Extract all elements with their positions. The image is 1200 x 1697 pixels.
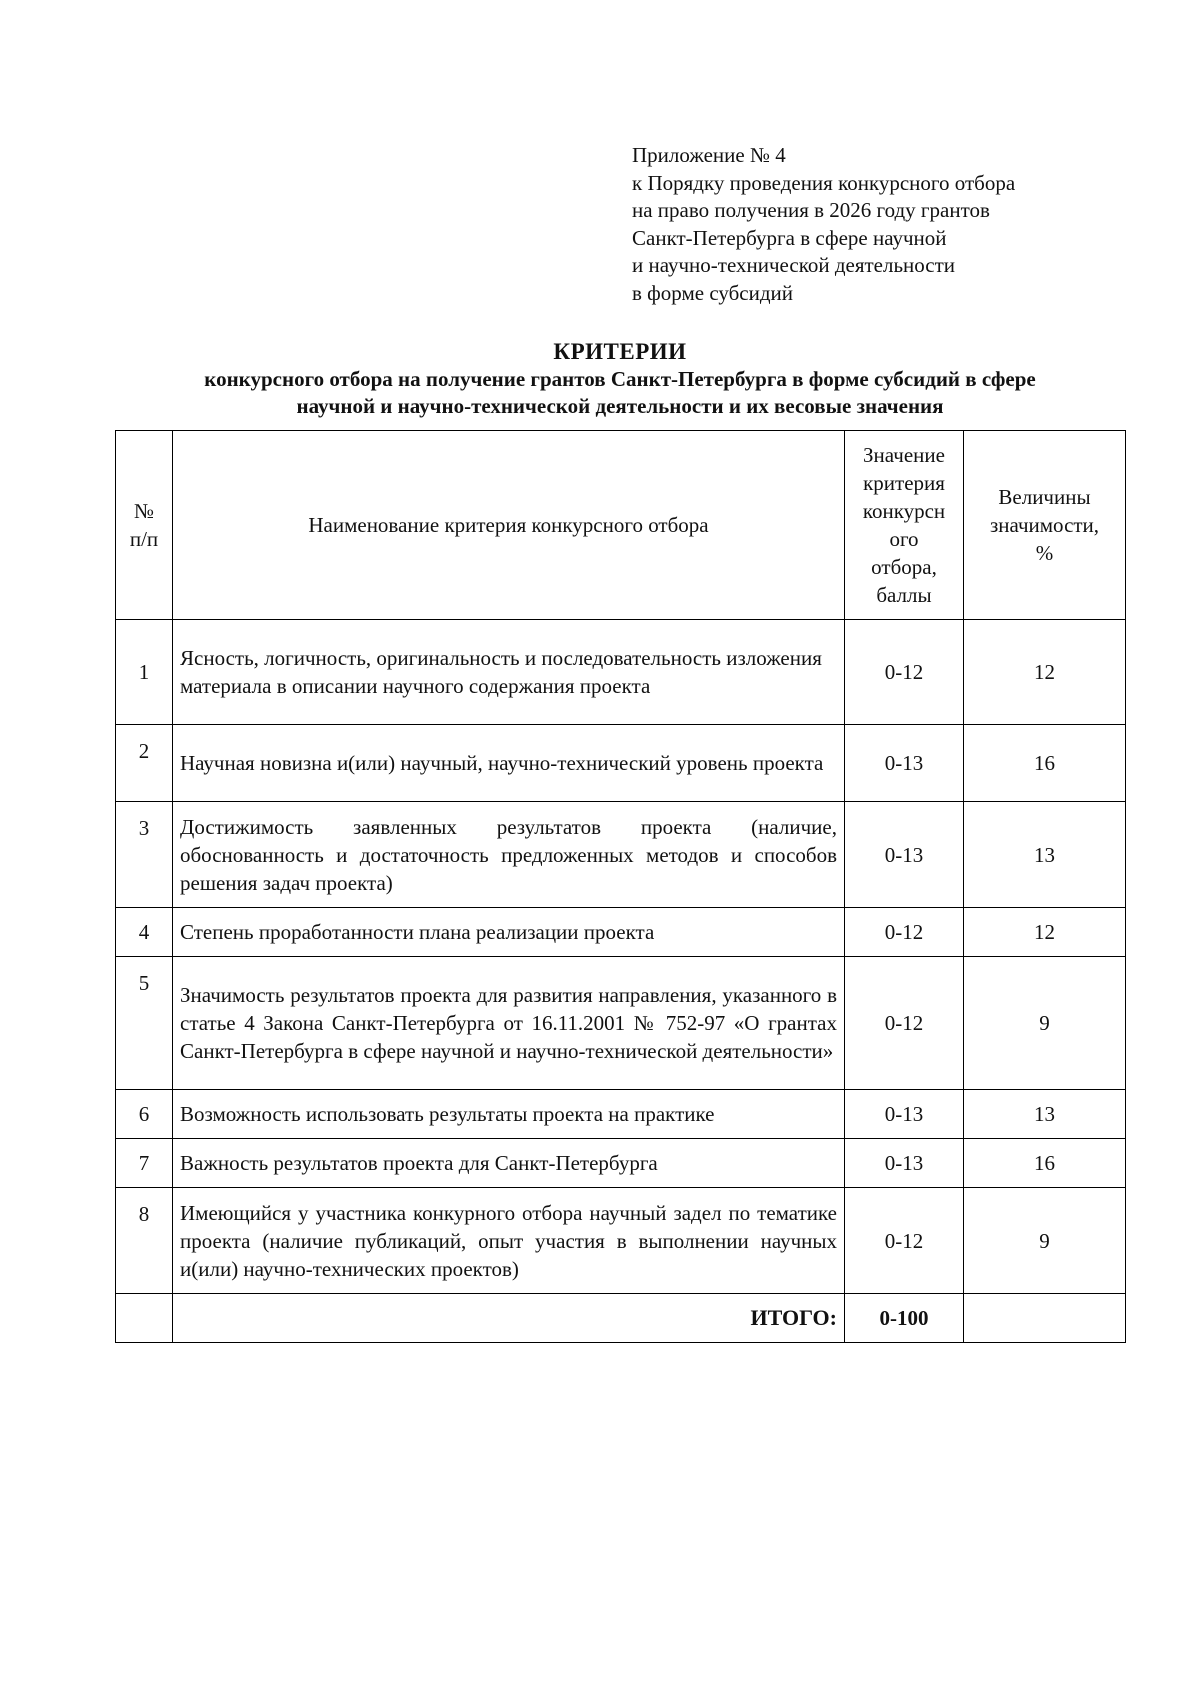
row-weight: 16 bbox=[964, 725, 1126, 802]
appendix-line: к Порядку проведения конкурсного отбора bbox=[632, 170, 1016, 195]
row-criterion: Важность результатов проекта для Санкт-Петербурга bbox=[173, 1139, 845, 1188]
row-weight: 9 bbox=[964, 957, 1126, 1090]
row-score: 0-12 bbox=[845, 620, 964, 725]
row-criterion: Степень проработанности плана реализации проекта bbox=[173, 908, 845, 957]
appendix-header bbox=[632, 142, 1015, 308]
title-sub-line: научной и научно-технической деятельности и их весовые значения bbox=[296, 394, 944, 418]
criteria-table bbox=[115, 430, 1126, 1343]
row-score: 0-12 bbox=[845, 908, 964, 957]
table-row bbox=[116, 1090, 1126, 1139]
table-header-row bbox=[116, 431, 1126, 620]
table-row bbox=[116, 802, 1126, 908]
total-label: ИТОГО: bbox=[173, 1294, 845, 1343]
title-sub-line: конкурсного отбора на получение грантов Санкт-Петербурга в форме субсидий в сфере bbox=[204, 367, 1036, 391]
appendix-line: Приложение № 4 bbox=[632, 143, 786, 167]
table-row bbox=[116, 620, 1126, 725]
header-num: № п/п bbox=[116, 431, 173, 620]
row-num: 6 bbox=[116, 1090, 173, 1139]
total-weight bbox=[964, 1294, 1126, 1343]
total-score: 0-100 bbox=[845, 1294, 964, 1343]
table-row bbox=[116, 725, 1126, 802]
row-weight: 13 bbox=[964, 802, 1126, 908]
row-criterion: Научная новизна и(или) научный, научно-технический уровень проекта bbox=[173, 725, 845, 802]
row-criterion: Возможность использовать результаты проекта на практике bbox=[173, 1090, 845, 1139]
row-num: 7 bbox=[116, 1139, 173, 1188]
row-num: 5 bbox=[116, 957, 173, 1090]
appendix-line: на право получения в 2026 году грантов bbox=[632, 198, 990, 223]
appendix-line: и научно-технической деятельности bbox=[632, 253, 956, 278]
appendix-line: Санкт-Петербурга в сфере научной bbox=[632, 225, 947, 250]
row-weight: 12 bbox=[964, 620, 1126, 725]
table-total-row bbox=[116, 1294, 1126, 1343]
row-weight: 12 bbox=[964, 908, 1126, 957]
row-num: 3 bbox=[116, 802, 173, 908]
row-score: 0-13 bbox=[845, 1139, 964, 1188]
title-main: КРИТЕРИИ bbox=[553, 339, 687, 364]
header-weight: Величины значимости, % bbox=[964, 431, 1126, 620]
row-score: 0-13 bbox=[845, 725, 964, 802]
row-weight: 9 bbox=[964, 1188, 1126, 1294]
row-num: 8 bbox=[116, 1188, 173, 1294]
row-score: 0-13 bbox=[845, 1090, 964, 1139]
header-score: Значение критерия конкурсн ого отбора, баллы bbox=[845, 431, 964, 620]
header-name: Наименование критерия конкурсного отбора bbox=[173, 431, 845, 620]
table-row bbox=[116, 908, 1126, 957]
row-criterion: Имеющийся у участника конкурного отбора научный задел по тематике проекта (наличие публикаций, опыт участия в выполнении научных и(или) научно-технических проектов) bbox=[173, 1188, 845, 1294]
row-score: 0-12 bbox=[845, 1188, 964, 1294]
row-num: 1 bbox=[116, 620, 173, 725]
row-weight: 16 bbox=[964, 1139, 1126, 1188]
total-num-empty bbox=[116, 1294, 173, 1343]
row-weight: 13 bbox=[964, 1090, 1126, 1139]
appendix-line: в форме субсидий bbox=[632, 280, 793, 305]
table-row bbox=[116, 1139, 1126, 1188]
row-score: 0-12 bbox=[845, 957, 964, 1090]
row-criterion: Ясность, логичность, оригинальность и последовательность изложения материала в описании научного содержания проекта bbox=[173, 620, 845, 725]
row-num: 2 bbox=[116, 725, 173, 802]
table-row bbox=[116, 1188, 1126, 1294]
table-row bbox=[116, 957, 1126, 1090]
row-criterion: Значимость результатов проекта для развития направления, указанного в статье 4 Закона Санкт-Петербурга от 16.11.2001 № 752-97 «О грантах Санкт-Петербурга в сфере научной и научно-технической деятельности» bbox=[173, 957, 845, 1090]
row-score: 0-13 bbox=[845, 802, 964, 908]
row-num: 4 bbox=[116, 908, 173, 957]
document-title bbox=[115, 338, 1125, 420]
row-criterion: Достижимость заявленных результатов проекта (наличие, обоснованность и достаточность предложенных методов и способов решения задач проекта) bbox=[173, 802, 845, 908]
